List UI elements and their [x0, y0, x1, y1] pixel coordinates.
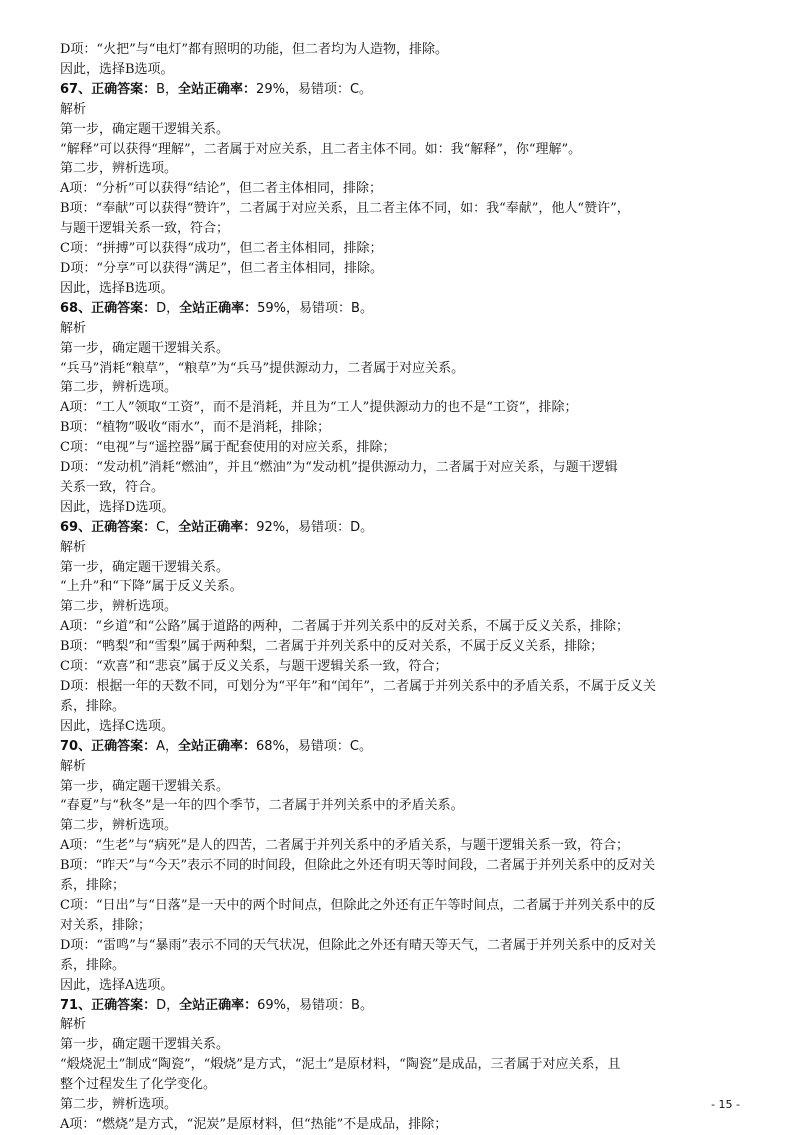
text-line: 第一步，确定题干逻辑关系。: [60, 340, 230, 356]
text-line: “春夏”与“秋冬”是一年的四个季节，二者属于并列关系中的矛盾关系。: [60, 798, 464, 814]
answer-header-label: 正确答案：: [91, 997, 157, 1013]
answer-header: [60, 996, 750, 1016]
analysis-label: 解析: [60, 539, 87, 555]
document-page: [60, 40, 750, 1135]
text-line: A项：“工人”领取“工资”，而不是消耗，并且为“工人”提供源动力的也不是“工资”，排除；: [60, 400, 578, 416]
answer-header-num: 70、: [60, 738, 92, 754]
answer-header: [60, 299, 750, 319]
text-line: D项：“发动机”消耗“燃油”，并且“燃油”为“发动机”提供源动力，二者属于对应关系，与题干逻辑: [60, 460, 618, 476]
text-line: 因此，选择B选项。: [60, 280, 174, 296]
answer-header-rate-label: 全站正确率：: [179, 997, 258, 1013]
answer-header-answer: A，: [156, 738, 179, 754]
answer-header-answer: D，: [156, 997, 180, 1013]
text-line: 因此，选择C选项。: [60, 718, 174, 734]
text-line: 系，排除。: [60, 957, 126, 973]
analysis-label: 解析: [60, 758, 87, 774]
answer-header-label: 正确答案：: [91, 519, 157, 535]
text-line: 第二步，辨析选项。: [60, 599, 178, 615]
text-line: 对关系，排除；: [60, 917, 152, 933]
text-line: D项：根据一年的天数不同，可划分为“平年”和“闰年”，二者属于并列关系中的矛盾关系，不属于反义关: [60, 679, 657, 694]
text-line: B项：“昨天”与“今天”表示不同的时间段，但除此之外还有明天等时间段，二者属于并列关系中的反对关: [60, 858, 656, 874]
answer-header: [60, 80, 750, 100]
answer-header-label: 正确答案：: [91, 300, 157, 316]
text-line: A项：“分析”可以获得“结论”，但二者主体相同，排除；: [60, 181, 382, 197]
text-line: B项：“鸭梨”和“雪梨”属于两种梨，二者属于并列关系中的反对关系，不属于反义关系，排除；: [60, 639, 604, 655]
answer-header-num: 69、: [60, 519, 92, 535]
text-line: 因此，选择A选项。: [60, 977, 174, 993]
analysis-label: 解析: [60, 101, 87, 117]
text-line: 因此，选择B选项。: [60, 61, 174, 77]
answer-header-label: 正确答案：: [91, 81, 157, 97]
answer-header-rate: 59%，易错项：B。: [257, 300, 373, 316]
answer-header-rate-label: 全站正确率：: [179, 300, 258, 316]
text-line: 第二步，辨析选项。: [60, 161, 178, 177]
text-line: 系，排除；: [60, 878, 126, 894]
text-line: 第一步，确定题干逻辑关系。: [60, 778, 230, 794]
answer-header-rate-label: 全站正确率：: [178, 519, 257, 535]
text-line: B项：“奉献”可以获得“赞许”，二者属于对应关系，且二者主体不同，如：我“奉献”，他人“赞许”，: [60, 201, 630, 217]
text-line: D项：“分享”可以获得“满足”，但二者主体相同，排除。: [60, 260, 384, 276]
answer-header-num: 67、: [60, 81, 92, 97]
text-line: 第二步，辨析选项。: [60, 818, 178, 834]
text-line: 第一步，确定题干逻辑关系。: [60, 121, 230, 137]
text-line: A项：“燃烧”是方式，“泥炭”是原材料，但“热能”不是成品，排除；: [60, 1116, 448, 1132]
text-line: 第一步，确定题干逻辑关系。: [60, 559, 230, 575]
answer-header-label: 正确答案：: [91, 738, 157, 754]
text-line: B项：“植物”吸收“雨水”，而不是消耗，排除；: [60, 420, 331, 436]
answer-header-answer: C，: [156, 519, 179, 535]
text-line: 整个过程发生了化学变化。: [60, 1077, 217, 1093]
text-line: 第一步，确定题干逻辑关系。: [60, 1037, 230, 1053]
text-line: 第二步，辨析选项。: [60, 1097, 178, 1113]
page-number: - 15 -: [711, 1098, 740, 1111]
answer-header-num: 68、: [60, 300, 92, 316]
answer-header: [60, 737, 750, 757]
text-line: D项：“火把”与“电灯”都有照明的功能，但二者均为人造物，排除。: [60, 42, 449, 57]
text-line: D项：“雷鸣”与“暴雨”表示不同的天气状况，但除此之外还有晴天等天气，二者属于并列关系中的反对关: [60, 937, 657, 953]
text-line: 与题干逻辑关系一致，符合；: [60, 221, 230, 237]
text-line: C项：“电视”与“遥控器”属于配套使用的对应关系，排除；: [60, 440, 396, 456]
text-line: A项：“乡道”和“公路”属于道路的两种，二者属于并列关系中的反对关系，不属于反义关系，排除；: [60, 619, 629, 635]
text-line: C项：“拼搏”可以获得“成功”，但二者主体相同，排除；: [60, 241, 383, 257]
text-line: “上升”和“下降”属于反义关系。: [60, 579, 243, 595]
answer-header-num: 71、: [60, 997, 92, 1013]
text-line: 系，排除。: [60, 698, 126, 714]
answer-header-rate: 68%，易错项：C。: [256, 738, 373, 754]
answer-header: [60, 518, 750, 538]
answer-header-answer: D，: [156, 300, 180, 316]
answer-header-rate: 69%，易错项：B。: [257, 997, 373, 1013]
text-line: 关系一致，符合。: [60, 479, 165, 495]
text-line: A项：“生老”与“病死”是人的四苦，二者属于并列关系中的矛盾关系，与题干逻辑关系一致，符合；: [60, 838, 629, 854]
text-line: C项：“日出”与“日落”是一天中的两个时间点，但除此之外还有正午等时间点，二者属于并列关系中的反: [60, 897, 656, 913]
answer-header-rate: 92%，易错项：D。: [256, 519, 374, 535]
text-line: C项：“欢喜”和“悲哀”属于反义关系，与题干逻辑关系一致，符合；: [60, 659, 448, 675]
text-line: “煅烧泥土”制成“陶瓷”，“煅烧”是方式，“泥土”是原材料，“陶瓷”是成品，三者属于对应关系，且: [60, 1057, 621, 1073]
answer-header-rate-label: 全站正确率：: [178, 81, 257, 97]
text-line: 第二步，辨析选项。: [60, 380, 178, 396]
answer-header-rate: 29%，易错项：C。: [256, 81, 373, 97]
text-line: “兵马”消耗“粮草”，“粮草”为“兵马”提供源动力，二者属于对应关系。: [60, 360, 465, 376]
text-line: “解释”可以获得“理解”，二者属于对应关系，且二者主体不同。如：我“解释”，你“理解”。: [60, 141, 582, 157]
analysis-label: 解析: [60, 320, 87, 336]
analysis-label: 解析: [60, 1017, 87, 1033]
answer-header-answer: B，: [156, 81, 179, 97]
text-line: 因此，选择D选项。: [60, 499, 175, 515]
answer-header-rate-label: 全站正确率：: [178, 738, 257, 754]
